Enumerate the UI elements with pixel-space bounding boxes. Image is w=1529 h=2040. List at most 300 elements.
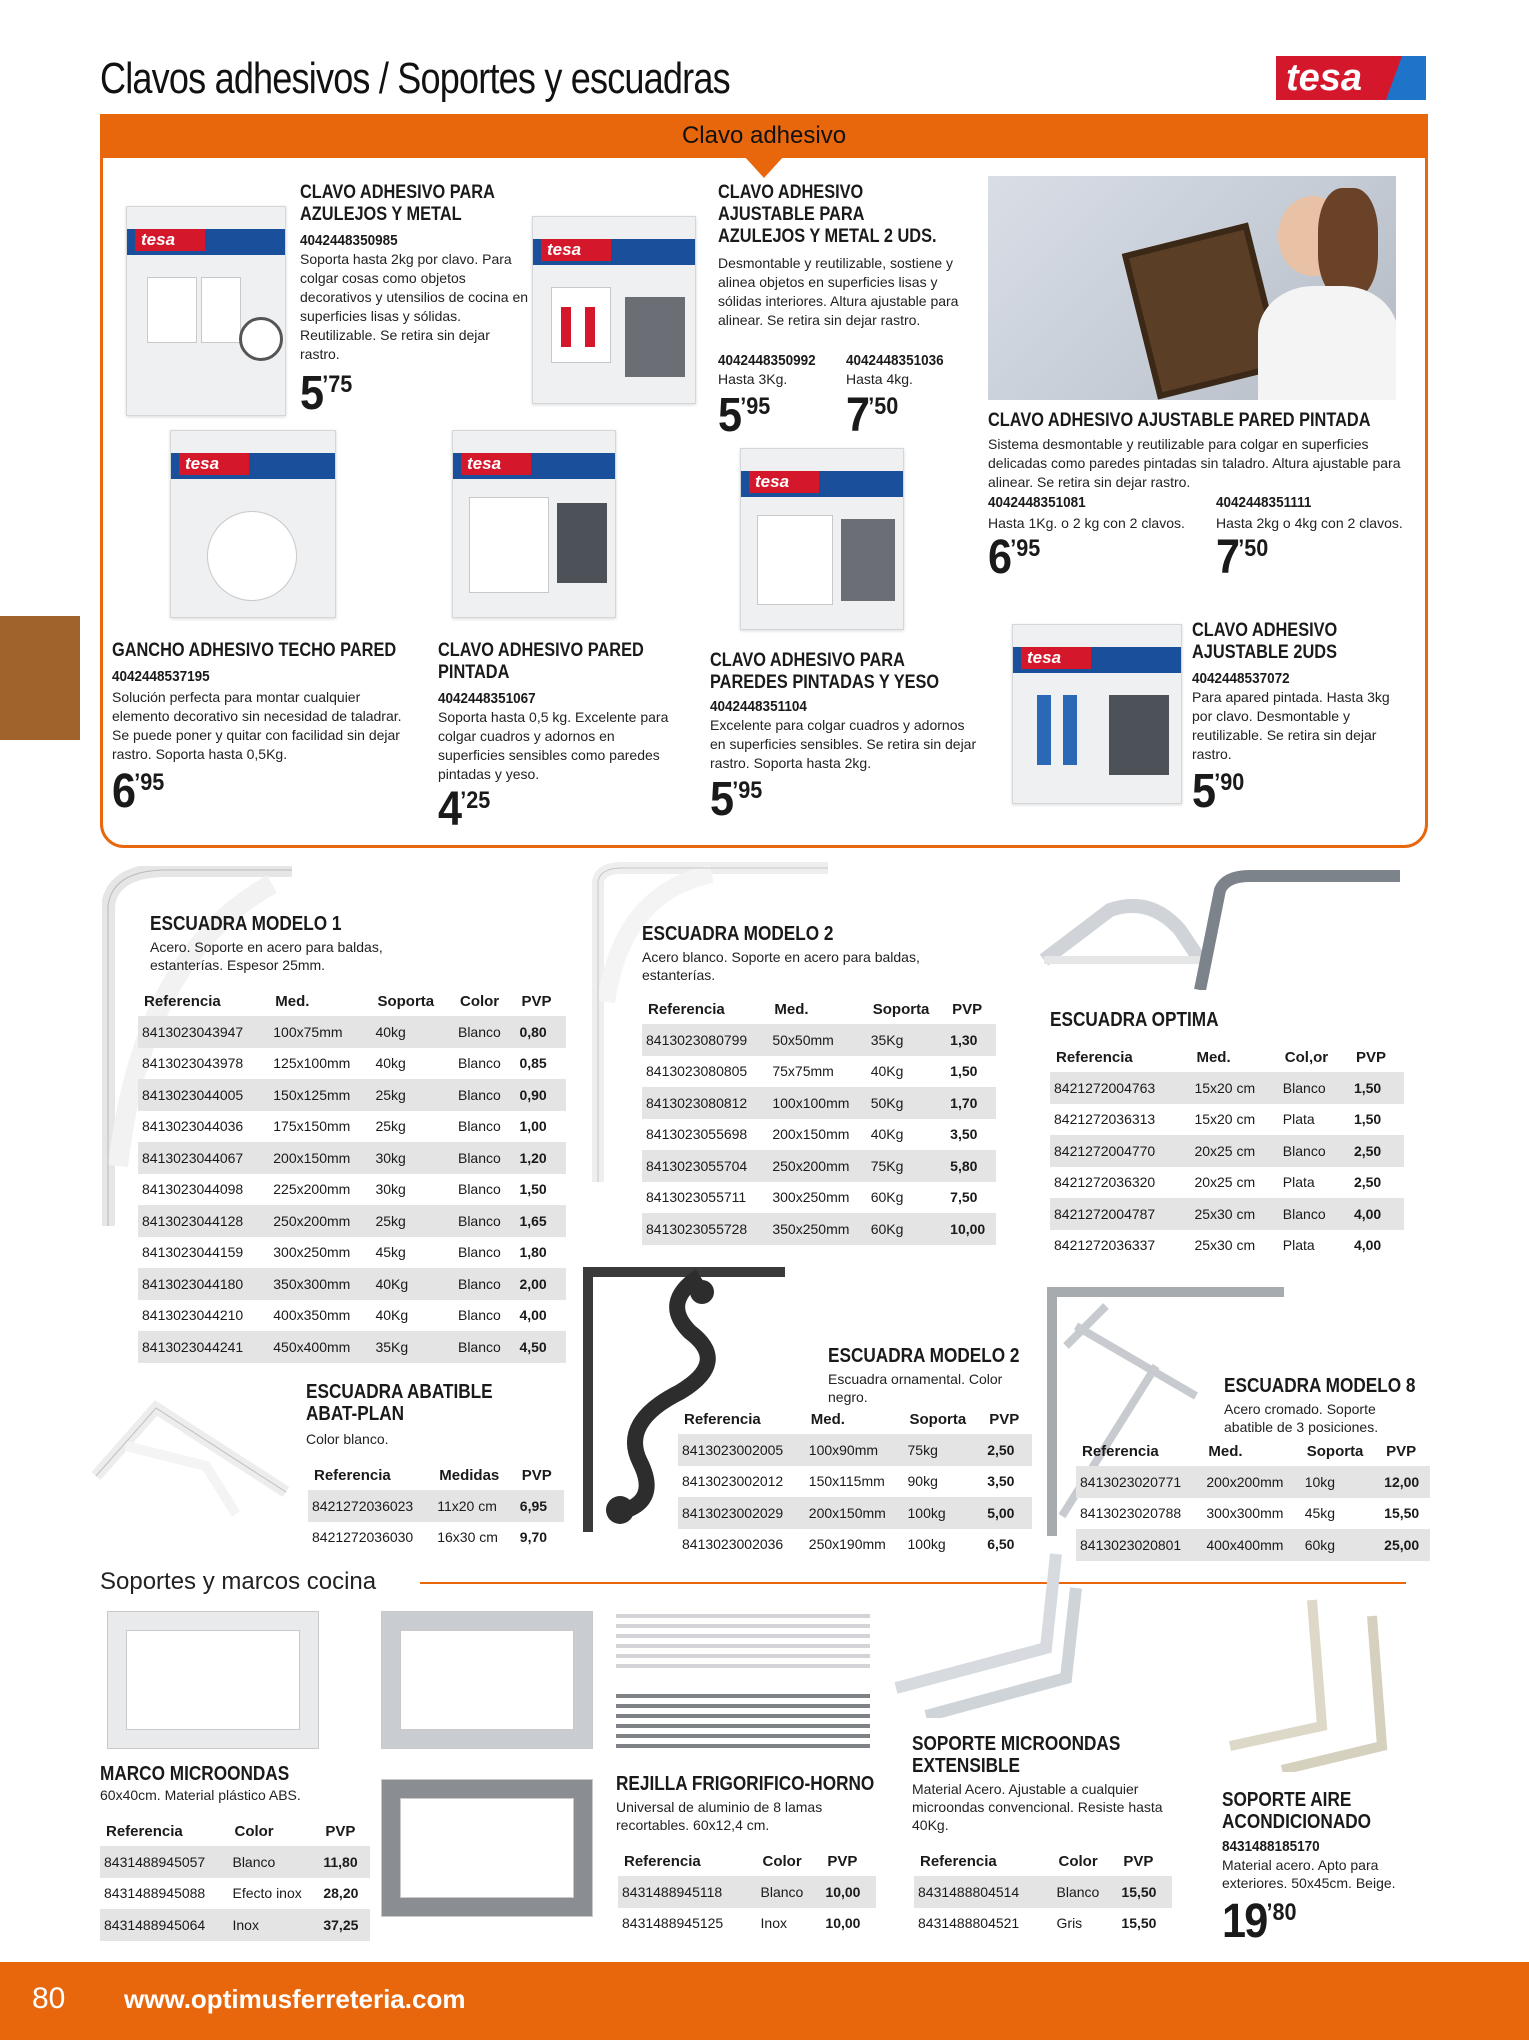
price-cell: 4,00 bbox=[1353, 1237, 1382, 1254]
product-desc: Para apared pintada. Hasta 3kg por clavo. Desmontable y reutilizable. Se retira sin dejar rastro. bbox=[1192, 689, 1390, 762]
column-header: Med. bbox=[275, 992, 310, 1010]
price-cell: 25,00 bbox=[1380, 1529, 1430, 1561]
table-cell: 8413023044159 bbox=[142, 1244, 244, 1261]
price-cell: 12,00 bbox=[1380, 1466, 1430, 1498]
table-cell: 100x75mm bbox=[269, 1016, 371, 1048]
product-desc: Sistema desmontable y reutilizable para colgar en superficies delicadas como paredes pintadas sin taladro. Altura ajustable para alinear. Se retira sin dejar rastro. bbox=[988, 436, 1401, 490]
table-cell: 40Kg bbox=[870, 1126, 904, 1143]
table-cell: Gris bbox=[1056, 1915, 1083, 1932]
page-title: Clavos adhesivos / Soportes y escuadras bbox=[100, 54, 730, 103]
section-title: SOPORTE AIRE bbox=[1222, 1789, 1352, 1811]
column-header: Med. bbox=[1208, 1442, 1243, 1460]
column-header: Color bbox=[762, 1852, 802, 1870]
table-cell: 30kg bbox=[375, 1181, 406, 1198]
table-cell: 8413023043978 bbox=[142, 1055, 244, 1072]
product-image-escuadra-abatible bbox=[86, 1396, 296, 1522]
price-cell: 1,00 bbox=[519, 1118, 547, 1135]
table-row bbox=[914, 1876, 1172, 1908]
table-cell: 8421272036337 bbox=[1054, 1237, 1156, 1254]
price-cell: 0,85 bbox=[519, 1055, 547, 1072]
product-image-ajustable-azulejos bbox=[532, 216, 696, 404]
table-row bbox=[138, 1205, 566, 1237]
table-cell: 8413023002012 bbox=[682, 1473, 784, 1490]
price-cell: 4,00 bbox=[519, 1307, 547, 1324]
column-header: Soporta bbox=[1306, 1442, 1364, 1460]
column-header: Medidas bbox=[439, 1466, 500, 1484]
table-cell: 450x400mm bbox=[269, 1331, 371, 1363]
table-row bbox=[642, 1024, 996, 1056]
product-image-soporte-microondas bbox=[886, 1548, 1086, 1718]
table-cell: Plata bbox=[1282, 1111, 1315, 1128]
price-table-rejilla bbox=[618, 1846, 876, 1939]
table-cell: 45kg bbox=[375, 1244, 406, 1261]
table-cell: 200x150mm bbox=[772, 1126, 850, 1143]
price-table-escuadra-abatible bbox=[308, 1460, 564, 1553]
price-cell: 11,80 bbox=[319, 1846, 370, 1878]
table-row bbox=[642, 1087, 996, 1119]
table-row bbox=[678, 1497, 1032, 1529]
product-name: CLAVO ADHESIVO bbox=[1192, 620, 1338, 641]
product-note: Hasta 2kg o 4kg con 2 clavos. bbox=[1216, 515, 1403, 531]
website-link[interactable]: www.optimusferreteria.com bbox=[124, 1984, 466, 2014]
table-cell: 200x200mm bbox=[1202, 1466, 1300, 1498]
table-cell: 8413023044005 bbox=[138, 1079, 269, 1111]
section-title: ESCUADRA MODELO 8 bbox=[1224, 1375, 1416, 1397]
table-cell: 8421272036023 bbox=[308, 1490, 433, 1522]
table-cell: 30kg bbox=[371, 1142, 454, 1174]
table-cell: 400x400mm bbox=[1202, 1529, 1300, 1561]
table-row bbox=[618, 1876, 876, 1908]
price-table-escuadra-modelo-8 bbox=[1076, 1436, 1430, 1561]
table-row bbox=[642, 1182, 996, 1214]
table-cell: 8413023044067 bbox=[138, 1142, 269, 1174]
table-cell: 60Kg bbox=[867, 1213, 946, 1245]
table-row bbox=[678, 1466, 1032, 1498]
table-row bbox=[1050, 1230, 1404, 1262]
product-code: 4042448351111 bbox=[1216, 494, 1312, 511]
table-row bbox=[914, 1908, 1172, 1940]
product-price: $7^{’50}$ bbox=[1216, 531, 1269, 584]
table-row bbox=[1076, 1529, 1430, 1561]
table-cell: 8421272036320 bbox=[1054, 1174, 1156, 1191]
tesa-logo-icon: tesa bbox=[1021, 647, 1091, 669]
column-header: PVP bbox=[989, 1410, 1020, 1428]
page-footer bbox=[0, 1962, 1529, 2040]
product-image-paredes-yeso bbox=[740, 448, 904, 630]
table-cell: 25x30 cm bbox=[1194, 1237, 1256, 1254]
product-name: AJUSTABLE 2UDS bbox=[1192, 642, 1337, 663]
column-header: Color bbox=[234, 1822, 274, 1840]
product-name: AJUSTABLE PARA bbox=[718, 204, 865, 225]
table-cell: Blanco bbox=[454, 1079, 515, 1111]
column-header: Color bbox=[459, 992, 500, 1010]
table-cell: 8413023080812 bbox=[642, 1087, 768, 1119]
price-cell: 1,80 bbox=[519, 1244, 547, 1261]
table-cell: 8431488945088 bbox=[104, 1885, 206, 1902]
price-cell: 1,20 bbox=[515, 1142, 566, 1174]
price-table-escuadra-optima bbox=[1050, 1042, 1404, 1261]
column-header: Soporta bbox=[909, 1410, 967, 1428]
table-cell: 8413023044036 bbox=[142, 1118, 244, 1135]
price-cell: 10,00 bbox=[946, 1213, 996, 1245]
table-cell: 8413023080805 bbox=[646, 1063, 748, 1080]
table-cell: 8421272004770 bbox=[1050, 1135, 1190, 1167]
table-row bbox=[642, 1213, 996, 1245]
price-table-escuadra-ornamental bbox=[678, 1404, 1032, 1560]
product-name: GANCHO ADHESIVO TECHO PARED bbox=[112, 640, 397, 661]
table-cell: Blanco bbox=[228, 1846, 319, 1878]
table-row bbox=[138, 1079, 566, 1111]
table-cell: 50x50mm bbox=[768, 1024, 866, 1056]
table-cell: 60kg bbox=[1301, 1529, 1380, 1561]
table-row bbox=[1050, 1135, 1404, 1167]
column-header: PVP bbox=[1386, 1442, 1417, 1460]
table-cell: 8413023020788 bbox=[1080, 1505, 1182, 1522]
table-row bbox=[642, 1150, 996, 1182]
table-cell: 8421272036030 bbox=[312, 1529, 414, 1546]
column-header: PVP bbox=[521, 992, 552, 1010]
product-image-soporte-aire bbox=[1222, 1596, 1392, 1772]
product-code: 8431488185170 bbox=[1222, 1838, 1320, 1855]
table-cell: 40Kg bbox=[870, 1063, 904, 1080]
column-header: PVP bbox=[827, 1852, 858, 1870]
table-cell: Blanco bbox=[1053, 1876, 1118, 1908]
table-cell: 60Kg bbox=[870, 1189, 904, 1206]
table-cell: 150x125mm bbox=[269, 1079, 371, 1111]
price-cell: 1,30 bbox=[946, 1024, 996, 1056]
column-header: PVP bbox=[325, 1822, 356, 1840]
table-cell: Inox bbox=[760, 1915, 787, 1932]
section-desc: Acero cromado. Soporte abatible de 3 posiciones. bbox=[1224, 1401, 1379, 1435]
table-cell: 8413023044241 bbox=[138, 1331, 269, 1363]
table-cell: 35Kg bbox=[867, 1024, 946, 1056]
table-cell: 8413023002036 bbox=[682, 1536, 784, 1553]
table-cell: 200x150mm bbox=[805, 1497, 904, 1529]
table-cell: 25x30 cm bbox=[1190, 1198, 1278, 1230]
price-cell: 5,00 bbox=[983, 1497, 1032, 1529]
product-code: 4042448351036 bbox=[846, 352, 944, 369]
table-cell: 200x150mm bbox=[269, 1142, 371, 1174]
table-row bbox=[678, 1434, 1032, 1466]
product-name: AZULEJOS Y METAL bbox=[300, 204, 462, 225]
table-cell: 15x20 cm bbox=[1190, 1072, 1278, 1104]
product-image-marco-blanco bbox=[108, 1612, 318, 1748]
table-row bbox=[1050, 1104, 1404, 1136]
table-cell: 8431488804514 bbox=[914, 1876, 1053, 1908]
section-title-cocina: Soportes y marcos cocina bbox=[100, 1568, 377, 1595]
column-header: Med. bbox=[810, 1410, 845, 1428]
price-cell: 1,50 bbox=[1353, 1111, 1382, 1128]
table-cell: Plata bbox=[1282, 1237, 1315, 1254]
column-header: Referencia bbox=[684, 1410, 761, 1428]
column-header: Med. bbox=[1196, 1048, 1231, 1066]
tesa-logo-icon: tesa bbox=[749, 471, 819, 493]
product-price: $19^{’80}$ bbox=[1222, 1895, 1297, 1948]
table-row bbox=[308, 1522, 564, 1554]
product-name: CLAVO ADHESIVO PARA bbox=[300, 182, 495, 203]
section-title: SOPORTE MICROONDAS bbox=[912, 1733, 1121, 1755]
table-cell: Blanco bbox=[757, 1876, 822, 1908]
table-cell: 350x300mm bbox=[269, 1268, 371, 1300]
section-title: EXTENSIBLE bbox=[912, 1755, 1020, 1777]
section-desc: Acero blanco. Soporte en acero para baldas, estanterías. bbox=[642, 949, 920, 983]
table-cell: 250x200mm bbox=[269, 1205, 371, 1237]
table-row bbox=[100, 1909, 370, 1941]
clavo-section-title: Clavo adhesivo bbox=[100, 114, 1428, 158]
product-desc: Desmontable y reutilizable, sostiene y alinea objetos en superficies lisas y sólidas interiores. Altura ajustable para alinear. Se retira sin dejar rastro. bbox=[718, 255, 959, 328]
section-title: MARCO MICROONDAS bbox=[100, 1763, 290, 1785]
section-desc: Universal de aluminio de 8 lamas recortables. 60x12,4 cm. bbox=[616, 1799, 823, 1833]
price-cell: 3,50 bbox=[950, 1126, 978, 1143]
table-cell: 300x300mm bbox=[1206, 1505, 1284, 1522]
price-table-escuadra-2 bbox=[642, 994, 996, 1245]
price-table-soporte-microondas bbox=[914, 1846, 1172, 1939]
product-price: $6^{’95}$ bbox=[112, 765, 165, 818]
column-header: Referencia bbox=[106, 1822, 183, 1840]
product-code: 4042448537195 bbox=[112, 668, 210, 685]
product-code: 4042448350985 bbox=[300, 232, 398, 249]
table-cell: Blanco bbox=[1279, 1198, 1350, 1230]
price-cell: 5,80 bbox=[946, 1150, 996, 1182]
table-cell: 8413023044210 bbox=[142, 1307, 244, 1324]
section-title: ABAT-PLAN bbox=[306, 1403, 405, 1425]
table-row bbox=[138, 1331, 566, 1363]
table-cell: 25kg bbox=[371, 1205, 454, 1237]
column-header: PVP bbox=[952, 1000, 983, 1018]
table-cell: 300x250mm bbox=[772, 1189, 850, 1206]
table-cell: Blanco bbox=[454, 1142, 515, 1174]
price-cell: 28,20 bbox=[323, 1885, 359, 1902]
table-cell: 90kg bbox=[907, 1473, 938, 1490]
product-name: CLAVO ADHESIVO AJUSTABLE PARED PINTADA bbox=[988, 410, 1371, 431]
table-cell: 8431488945125 bbox=[622, 1915, 724, 1932]
table-cell: Blanco bbox=[454, 1016, 515, 1048]
product-name: PAREDES PINTADAS Y YESO bbox=[710, 672, 940, 693]
table-cell: 250x190mm bbox=[808, 1536, 886, 1553]
table-cell: 8431488945057 bbox=[100, 1846, 228, 1878]
price-cell: 15,50 bbox=[1117, 1876, 1172, 1908]
column-header: Color bbox=[1058, 1852, 1098, 1870]
table-cell: 75Kg bbox=[867, 1150, 946, 1182]
section-title: ACONDICIONADO bbox=[1222, 1811, 1372, 1833]
section-title: ESCUADRA MODELO 2 bbox=[828, 1345, 1020, 1367]
table-cell: 8421272004763 bbox=[1050, 1072, 1190, 1104]
product-code: 4042448351067 bbox=[438, 690, 536, 707]
table-row bbox=[642, 1056, 996, 1088]
table-cell: 8413023055728 bbox=[642, 1213, 768, 1245]
table-cell: 16x30 cm bbox=[437, 1529, 498, 1546]
price-cell: 7,50 bbox=[950, 1189, 978, 1206]
price-cell: 3,50 bbox=[987, 1473, 1015, 1490]
price-cell: 4,00 bbox=[1350, 1198, 1404, 1230]
price-cell: 1,65 bbox=[515, 1205, 566, 1237]
table-row bbox=[138, 1016, 566, 1048]
brand-flag-icon bbox=[1386, 56, 1426, 100]
table-cell: 8431488945118 bbox=[618, 1876, 757, 1908]
price-cell: 2,50 bbox=[1350, 1135, 1404, 1167]
price-cell: 9,70 bbox=[519, 1529, 548, 1546]
table-cell: 8413023055704 bbox=[642, 1150, 768, 1182]
table-cell: 11x20 cm bbox=[433, 1490, 516, 1522]
table-cell: 8413023002029 bbox=[678, 1497, 805, 1529]
table-cell: 8413023044098 bbox=[142, 1181, 244, 1198]
product-code: 4042448350992 bbox=[718, 352, 816, 369]
price-cell: 1,50 bbox=[950, 1063, 978, 1080]
table-cell: 25kg bbox=[371, 1079, 454, 1111]
table-row bbox=[1050, 1072, 1404, 1104]
table-cell: 400x350mm bbox=[273, 1307, 351, 1324]
table-cell: Blanco bbox=[1279, 1135, 1350, 1167]
table-cell: 40kg bbox=[375, 1055, 406, 1072]
table-cell: 75x75mm bbox=[772, 1063, 834, 1080]
table-row bbox=[138, 1048, 566, 1080]
table-row bbox=[100, 1878, 370, 1910]
table-cell: 8413023020771 bbox=[1076, 1466, 1202, 1498]
table-cell: Blanco bbox=[454, 1205, 515, 1237]
table-row bbox=[1076, 1498, 1430, 1530]
price-cell: 10,00 bbox=[821, 1876, 876, 1908]
table-cell: 225x200mm bbox=[273, 1181, 351, 1198]
section-desc: Material acero. Apto para exteriores. 50x45cm. Beige. bbox=[1222, 1857, 1396, 1891]
table-cell: Blanco bbox=[457, 1244, 501, 1261]
product-photo-woman-hanging-frame bbox=[988, 176, 1396, 400]
table-cell: Blanco bbox=[1279, 1072, 1350, 1104]
product-price: $7^{’50}$ bbox=[846, 389, 899, 442]
product-desc: Excelente para colgar cuadros y adornos en superficies sensibles. Se retira sin dejar rastro. Soporta hasta 2kg. bbox=[710, 717, 977, 771]
table-cell: 40kg bbox=[371, 1016, 454, 1048]
product-price: $5^{’75}$ bbox=[300, 367, 353, 420]
product-image-ajustable-2uds bbox=[1012, 624, 1182, 804]
table-cell: 35Kg bbox=[371, 1331, 454, 1363]
table-row bbox=[1076, 1466, 1430, 1498]
table-cell: 8431488804521 bbox=[918, 1915, 1020, 1932]
table-cell: 40Kg bbox=[375, 1307, 409, 1324]
table-cell: 8421272036313 bbox=[1054, 1111, 1156, 1128]
table-cell: 8413023080799 bbox=[642, 1024, 768, 1056]
table-cell: Inox bbox=[228, 1909, 319, 1941]
page-number: 80 bbox=[32, 1982, 66, 2015]
product-desc: Soporta hasta 2kg por clavo. Para colgar cosas como objetos decorativos y utensilios de cocina en superficies lisas y sólidas. Reutilizable. Se retira sin dejar rastro. bbox=[300, 251, 529, 362]
column-header: Referencia bbox=[624, 1852, 701, 1870]
section-tab bbox=[0, 616, 80, 740]
price-cell: 1,70 bbox=[946, 1087, 996, 1119]
product-image-rejilla-blanco bbox=[616, 1614, 870, 1672]
price-cell: 15,50 bbox=[1384, 1505, 1420, 1522]
table-cell: 250x200mm bbox=[768, 1150, 866, 1182]
table-cell: 100x90mm bbox=[805, 1434, 904, 1466]
table-cell: 8413023044180 bbox=[138, 1268, 269, 1300]
product-image-escuadra-optima bbox=[1040, 870, 1400, 990]
table-cell: 20x25 cm bbox=[1190, 1135, 1278, 1167]
table-cell: Blanco bbox=[457, 1055, 501, 1072]
table-row bbox=[618, 1908, 876, 1940]
price-cell: 4,50 bbox=[515, 1331, 566, 1363]
section-desc: Material Acero. Ajustable a cualquier microondas convencional. Resiste hasta 40Kg. bbox=[912, 1781, 1163, 1833]
product-name: PINTADA bbox=[438, 662, 510, 683]
column-header: PVP bbox=[1355, 1048, 1386, 1066]
table-cell: 8413023043947 bbox=[138, 1016, 269, 1048]
column-header: Referencia bbox=[1082, 1442, 1159, 1460]
product-code: 4042448351081 bbox=[988, 494, 1086, 511]
section-title: ESCUADRA MODELO 2 bbox=[642, 923, 834, 945]
table-cell: 300x250mm bbox=[273, 1244, 351, 1261]
column-header: Referencia bbox=[144, 992, 221, 1010]
column-header: Referencia bbox=[920, 1852, 997, 1870]
table-cell: 25kg bbox=[375, 1118, 406, 1135]
product-price: $5^{’90}$ bbox=[1192, 765, 1245, 818]
product-image-azulejos bbox=[126, 206, 286, 416]
price-cell: 2,50 bbox=[983, 1434, 1032, 1466]
table-cell: Blanco bbox=[457, 1118, 501, 1135]
table-cell: 8413023044128 bbox=[138, 1205, 269, 1237]
table-cell: 8421272004787 bbox=[1050, 1198, 1190, 1230]
table-row bbox=[308, 1490, 564, 1522]
tesa-logo-icon: tesa bbox=[541, 239, 611, 261]
table-row bbox=[100, 1846, 370, 1878]
table-cell: 100x100mm bbox=[768, 1087, 866, 1119]
product-note: Hasta 4kg. bbox=[846, 371, 913, 387]
column-header: Referencia bbox=[314, 1466, 391, 1484]
section-desc: Escuadra ornamental. Color negro. bbox=[828, 1371, 1003, 1405]
table-cell: 125x100mm bbox=[273, 1055, 351, 1072]
table-cell: 175x150mm bbox=[273, 1118, 351, 1135]
table-row bbox=[138, 1111, 566, 1143]
price-cell: 2,00 bbox=[515, 1268, 566, 1300]
tesa-logo-icon: tesa bbox=[461, 453, 531, 475]
section-title: ESCUADRA MODELO 1 bbox=[150, 913, 342, 935]
table-cell: 45kg bbox=[1304, 1505, 1336, 1522]
table-cell: 8413023055711 bbox=[646, 1189, 747, 1206]
price-cell: 15,50 bbox=[1121, 1915, 1157, 1932]
table-cell: 100kg bbox=[907, 1536, 946, 1553]
tesa-logo-icon: tesa bbox=[179, 453, 249, 475]
section-title: REJILLA FRIGORIFICO-HORNO bbox=[616, 1773, 875, 1795]
product-name: CLAVO ADHESIVO PARED bbox=[438, 640, 644, 661]
section-desc: Color blanco. bbox=[306, 1431, 389, 1447]
column-header: PVP bbox=[521, 1466, 552, 1484]
column-header: Referencia bbox=[648, 1000, 725, 1018]
table-row bbox=[138, 1300, 566, 1332]
product-image-marco-efecto-inox bbox=[382, 1612, 592, 1748]
table-cell: 50Kg bbox=[867, 1087, 946, 1119]
table-cell: 8413023055698 bbox=[646, 1126, 748, 1143]
price-table-marco-microondas bbox=[100, 1816, 370, 1941]
section-desc: Acero. Soporte en acero para baldas, estanterías. Espesor 25mm. bbox=[150, 939, 383, 973]
table-cell: 40Kg bbox=[371, 1268, 454, 1300]
table-row bbox=[138, 1268, 566, 1300]
product-name: AZULEJOS Y METAL 2 UDS. bbox=[718, 226, 937, 247]
table-cell: 20x25 cm bbox=[1194, 1174, 1256, 1191]
product-name: CLAVO ADHESIVO PARA bbox=[710, 650, 905, 671]
table-cell: 350x250mm bbox=[768, 1213, 866, 1245]
table-cell: 75kg bbox=[904, 1434, 984, 1466]
price-cell: 6,50 bbox=[987, 1536, 1015, 1553]
column-header: Soporta bbox=[872, 1000, 930, 1018]
column-header: Col,or bbox=[1284, 1048, 1329, 1066]
product-desc: Solución perfecta para montar cualquier elemento decorativo sin necesidad de taladrar. Se puede poner y quitar con facilidad sin dejar rastro. Soporta hasta 0,5Kg. bbox=[112, 689, 402, 762]
table-cell: 8413023020801 bbox=[1076, 1529, 1202, 1561]
price-cell: 37,25 bbox=[319, 1909, 370, 1941]
table-cell: 10kg bbox=[1301, 1466, 1380, 1498]
product-price: $6^{’95}$ bbox=[988, 531, 1041, 584]
price-cell: 0,80 bbox=[515, 1016, 566, 1048]
product-price: $5^{’95}$ bbox=[718, 389, 771, 442]
table-cell: 15x20 cm bbox=[1194, 1111, 1256, 1128]
price-cell: 6,95 bbox=[516, 1490, 564, 1522]
table-row bbox=[1050, 1167, 1404, 1199]
product-image-pared-pintada bbox=[452, 430, 616, 618]
price-cell: 1,50 bbox=[519, 1181, 547, 1198]
